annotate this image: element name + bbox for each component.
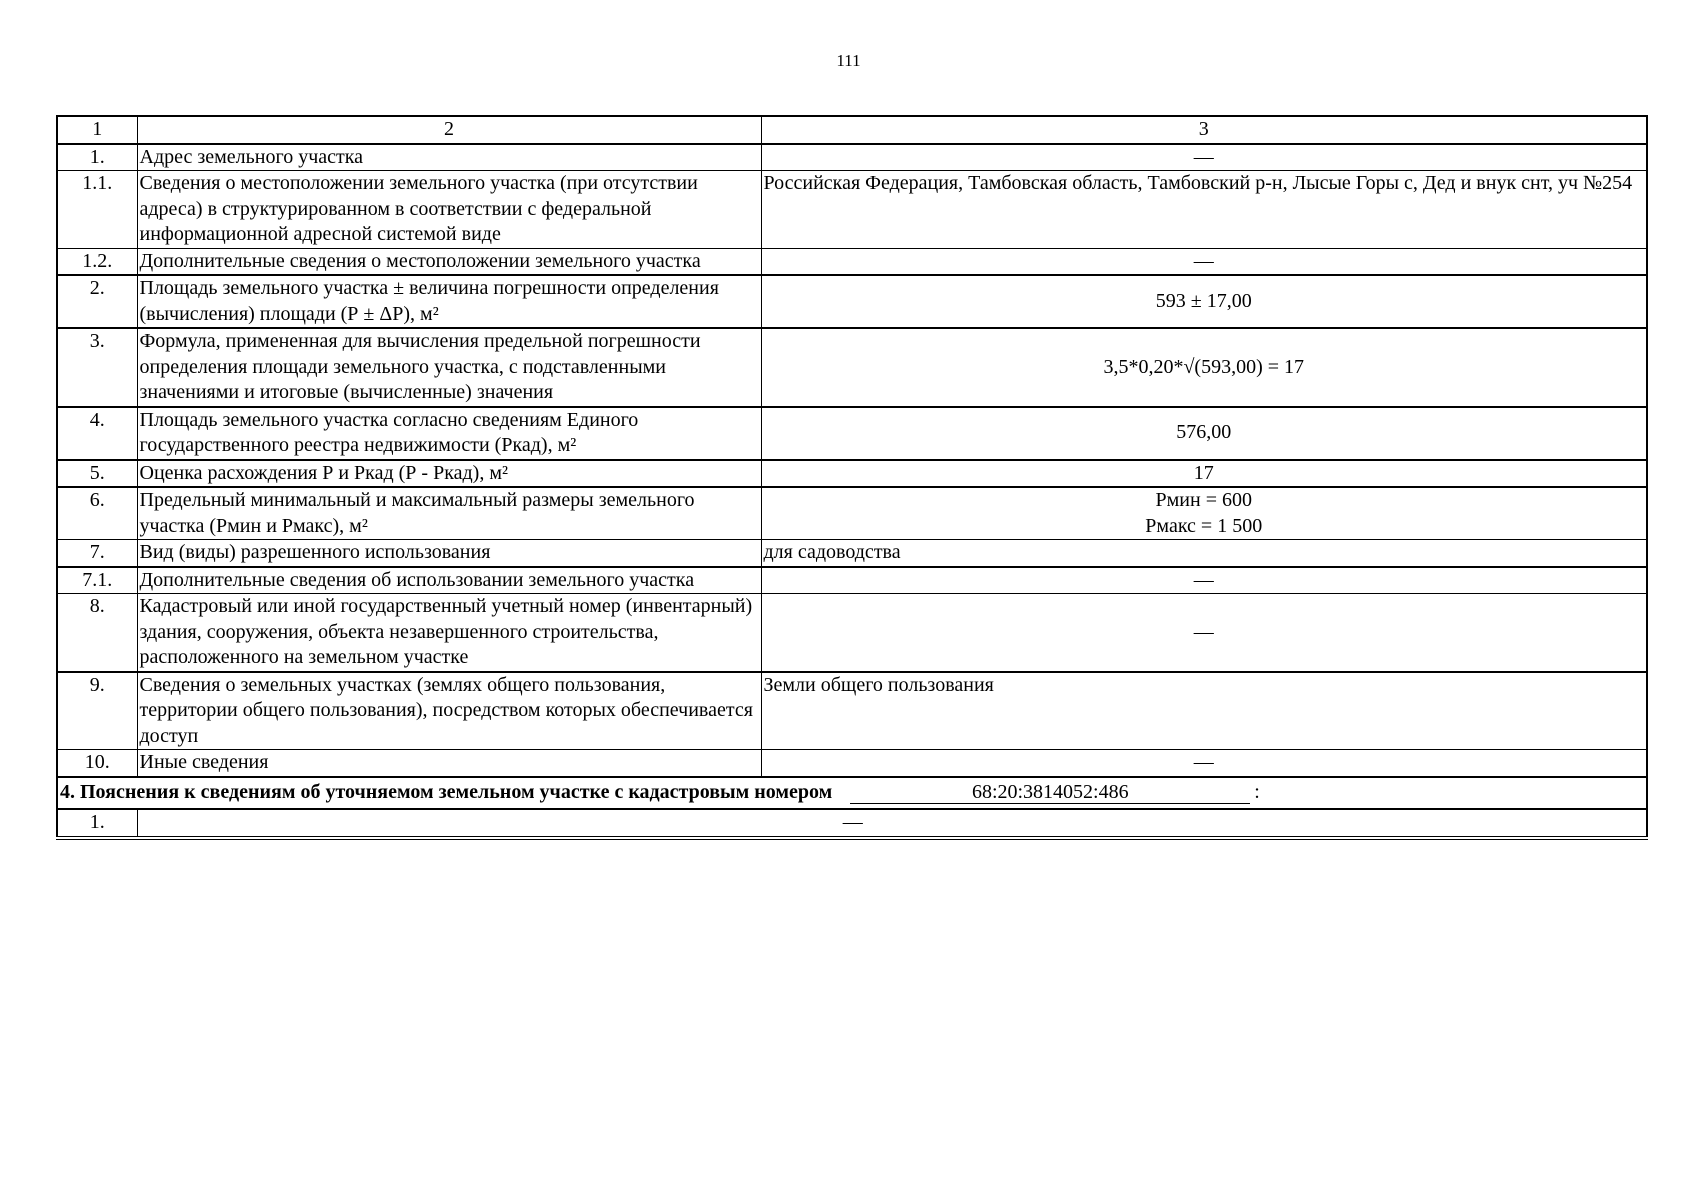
row-value: Российская Федерация, Тамбовская область, Тамбовский р-н, Лысые Горы с, Дед и внук снт, уч №254 (761, 171, 1647, 249)
cadastral-number: 68:20:3814052:486 (850, 781, 1250, 804)
row-value: 17 (761, 460, 1647, 488)
row-number: 7. (57, 540, 137, 567)
header-col-3: 3 (761, 116, 1647, 144)
table-row (57, 407, 1647, 460)
table-row (57, 460, 1647, 488)
section-4-heading (57, 777, 1647, 810)
land-plot-details-table (56, 115, 1648, 840)
row-value: — (761, 144, 1647, 171)
header-col-1: 1 (57, 116, 137, 144)
table-row (57, 487, 1647, 540)
row-label: Формула, примененная для вычисления предельной погрешности определения площади земельного участка, с подставленными значениями и итоговые (вычисленные) значения (137, 328, 761, 407)
row-number: 10. (57, 750, 137, 777)
section-4-heading-row (57, 777, 1647, 810)
table-row (57, 248, 1647, 275)
table-row (57, 809, 1647, 838)
table-header-row (57, 116, 1647, 144)
row-number: 3. (57, 328, 137, 407)
row-label: Сведения о земельных участках (землях общего пользования, территории общего пользования), посредством которых обеспечивается доступ (137, 672, 761, 750)
row-value: — (761, 750, 1647, 777)
row-number: 1. (57, 144, 137, 171)
row-value: для садоводства (761, 540, 1647, 567)
row-label: Площадь земельного участка ± величина погрешности определения (вычисления) площади (Р ± ΔР), м² (137, 275, 761, 328)
row-label: Дополнительные сведения об использовании земельного участка (137, 567, 761, 594)
section-4-colon: : (1254, 780, 1260, 803)
row-number: 7.1. (57, 567, 137, 594)
row-number: 1.1. (57, 171, 137, 249)
row-value: 576,00 (761, 407, 1647, 460)
table-row (57, 567, 1647, 594)
row-number: 4. (57, 407, 137, 460)
table-row (57, 750, 1647, 777)
row-value: 3,5*0,20*√(593,00) = 17 (761, 328, 1647, 407)
row-number: 8. (57, 594, 137, 672)
row-value: — (761, 248, 1647, 275)
row-label: Иные сведения (137, 750, 761, 777)
page-number: 111 (836, 51, 861, 70)
table-row (57, 171, 1647, 249)
table-row (57, 540, 1647, 567)
table-row (57, 594, 1647, 672)
row-number: 1. (57, 809, 137, 838)
row-value (761, 487, 1647, 540)
table-row (57, 672, 1647, 750)
row-label: Кадастровый или иной государственный учетный номер (инвентарный) здания, сооружения, объекта незавершенного строительства, расположенного на земельном участке (137, 594, 761, 672)
row-number: 5. (57, 460, 137, 488)
max-size-value: Рмакс = 1 500 (1145, 514, 1263, 537)
row-value: — (137, 809, 1647, 838)
row-label: Дополнительные сведения о местоположении земельного участка (137, 248, 761, 275)
row-value: 593 ± 17,00 (761, 275, 1647, 328)
table-row (57, 275, 1647, 328)
table-row (57, 144, 1647, 171)
row-number: 6. (57, 487, 137, 540)
table-row (57, 328, 1647, 407)
row-value: Земли общего пользования (761, 672, 1647, 750)
row-label: Вид (виды) разрешенного использования (137, 540, 761, 567)
row-label: Сведения о местоположении земельного участка (при отсутствии адреса) в структурированном в соответствии с федеральной информационной адресной системой виде (137, 171, 761, 249)
row-label: Адрес земельного участка (137, 144, 761, 171)
row-value: — (761, 594, 1647, 672)
section-4-title: 4. Пояснения к сведениям об уточняемом земельном участке с кадастровым номером (60, 780, 833, 803)
row-label: Предельный минимальный и максимальный размеры земельного участка (Рмин и Рмакс), м² (137, 487, 761, 540)
row-label: Оценка расхождения Р и Ркад (Р - Ркад), м² (137, 460, 761, 488)
row-number: 1.2. (57, 248, 137, 275)
header-col-2: 2 (137, 116, 761, 144)
row-value: — (761, 567, 1647, 594)
row-number: 2. (57, 275, 137, 328)
row-label: Площадь земельного участка согласно сведениям Единого государственного реестра недвижимости (Ркад), м² (137, 407, 761, 460)
row-number: 9. (57, 672, 137, 750)
min-size-value: Рмин = 600 (1155, 489, 1252, 511)
